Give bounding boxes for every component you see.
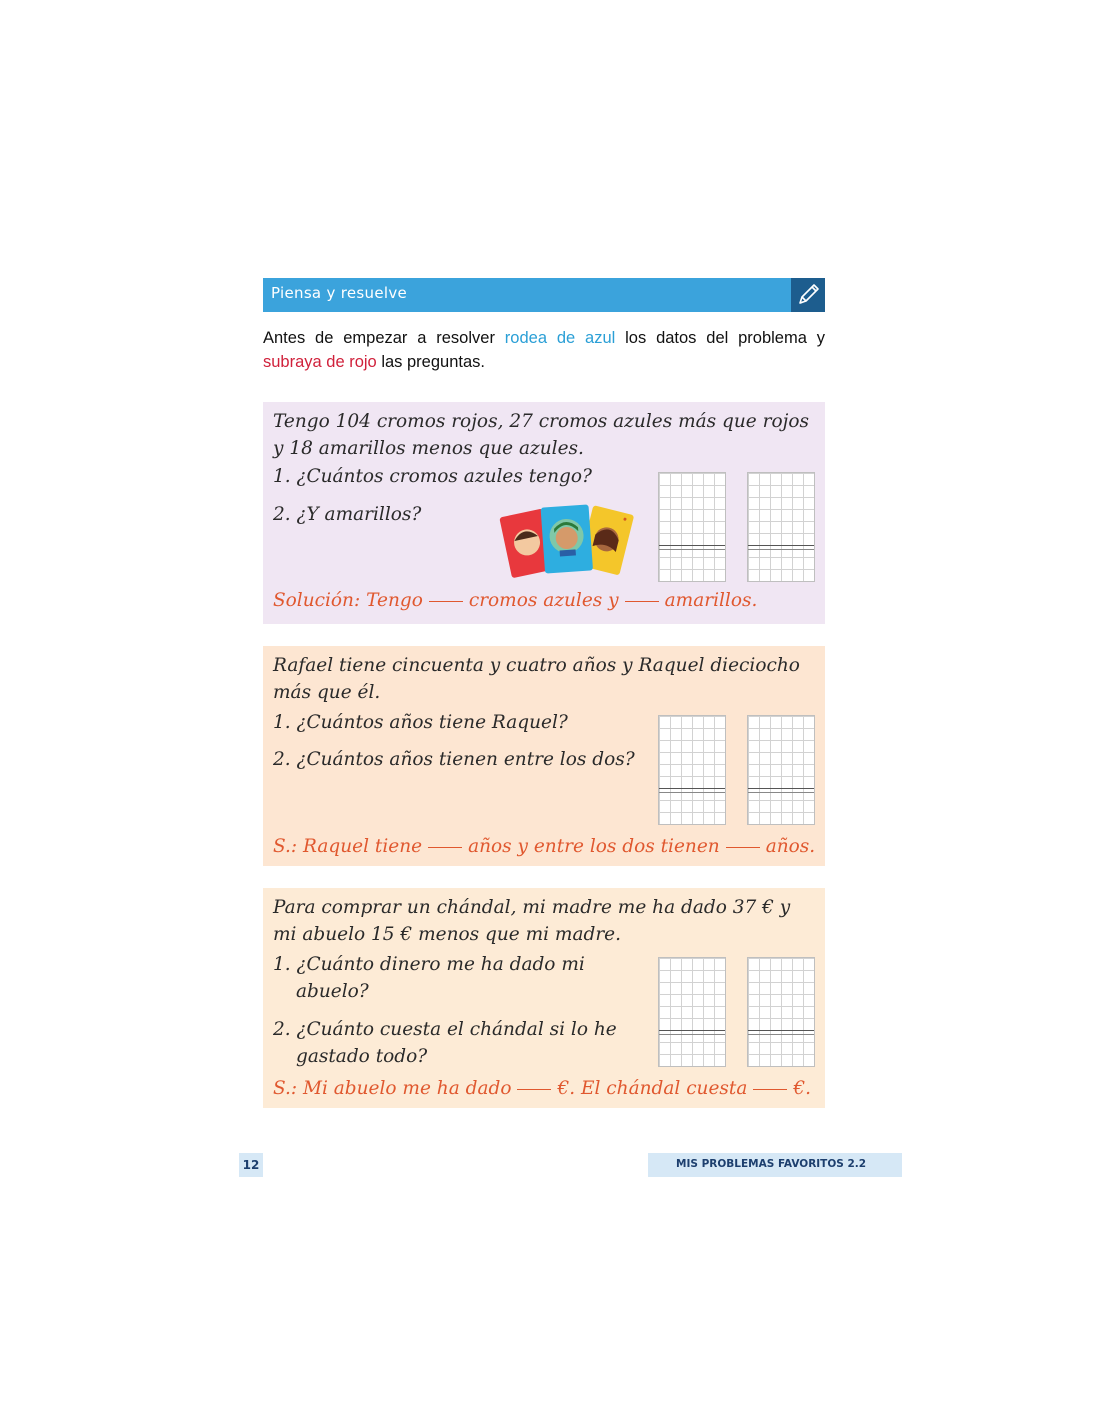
answer-blank[interactable] (517, 1089, 551, 1090)
solution-text: S.: Mi abuelo me ha dado (273, 1078, 512, 1099)
solution-text: años y entre los dos tienen (468, 836, 720, 857)
solution-text: S.: Raquel tiene (273, 836, 423, 857)
question-2: 2. ¿Cuánto cuesta el chándal si lo he (273, 1019, 617, 1040)
solution-line (273, 1078, 811, 1099)
problem-card-2 (263, 646, 825, 866)
intro-text-2: los datos del problema y (615, 329, 825, 347)
problem-statement: Para comprar un chándal, mi madre me ha dado 37 € y mi abuelo 15 € menos que mi madre. (273, 897, 791, 945)
solution-line (273, 836, 815, 857)
calculation-grid[interactable] (658, 715, 726, 825)
instructions-paragraph (263, 326, 825, 374)
intro-text-3: las preguntas. (376, 353, 485, 371)
question-1: 1. ¿Cuánto dinero me ha dado mi (273, 954, 585, 975)
book-title: MIS PROBLEMAS FAVORITOS 2.2 (676, 1158, 867, 1170)
solution-text: €. (793, 1078, 812, 1099)
solution-text: amarillos. (664, 590, 758, 611)
footer-banner (648, 1153, 902, 1177)
intro-text-1: Antes de empezar a resolver (263, 329, 505, 347)
problem-statement: Rafael tiene cincuenta y cuatro años y Raquel dieciocho más que él. (273, 655, 800, 703)
page-number: 12 (239, 1153, 263, 1177)
question-2: 2. ¿Y amarillos? (273, 504, 422, 525)
solution-line (273, 590, 757, 611)
answer-blank[interactable] (726, 847, 760, 848)
solution-text: años. (765, 836, 816, 857)
intro-highlight-blue: rodea de azul (504, 329, 616, 347)
calculation-grid[interactable] (747, 715, 815, 825)
solution-text: €. El chándal cuesta (557, 1078, 748, 1099)
problem-card-3 (263, 888, 825, 1108)
problem-statement: Tengo 104 cromos rojos, 27 cromos azules más que rojos y 18 amarillos menos que azules. (273, 411, 809, 459)
section-title: Piensa y resuelve (271, 284, 408, 302)
solution-text: Solución: Tengo (273, 590, 423, 611)
answer-blank[interactable] (428, 847, 462, 848)
answer-blank[interactable] (429, 601, 463, 602)
calculation-grid[interactable] (658, 472, 726, 582)
question-1-continued: abuelo? (296, 981, 369, 1002)
section-header (263, 278, 825, 312)
question-1: 1. ¿Cuántos cromos azules tengo? (273, 466, 592, 487)
answer-blank[interactable] (753, 1089, 787, 1090)
calculation-grid[interactable] (747, 472, 815, 582)
calculation-grid[interactable] (747, 957, 815, 1067)
calculation-grid[interactable] (658, 957, 726, 1067)
question-2-continued: gastado todo? (296, 1046, 428, 1067)
question-2: 2. ¿Cuántos años tienen entre los dos? (273, 749, 635, 770)
trading-cards-illustration (499, 502, 635, 580)
answer-blank[interactable] (625, 601, 659, 602)
pencil-icon (791, 278, 825, 312)
problem-card-1 (263, 402, 825, 624)
question-1: 1. ¿Cuántos años tiene Raquel? (273, 712, 568, 733)
solution-text: cromos azules y (468, 590, 619, 611)
intro-highlight-red: subraya de rojo (263, 353, 377, 371)
